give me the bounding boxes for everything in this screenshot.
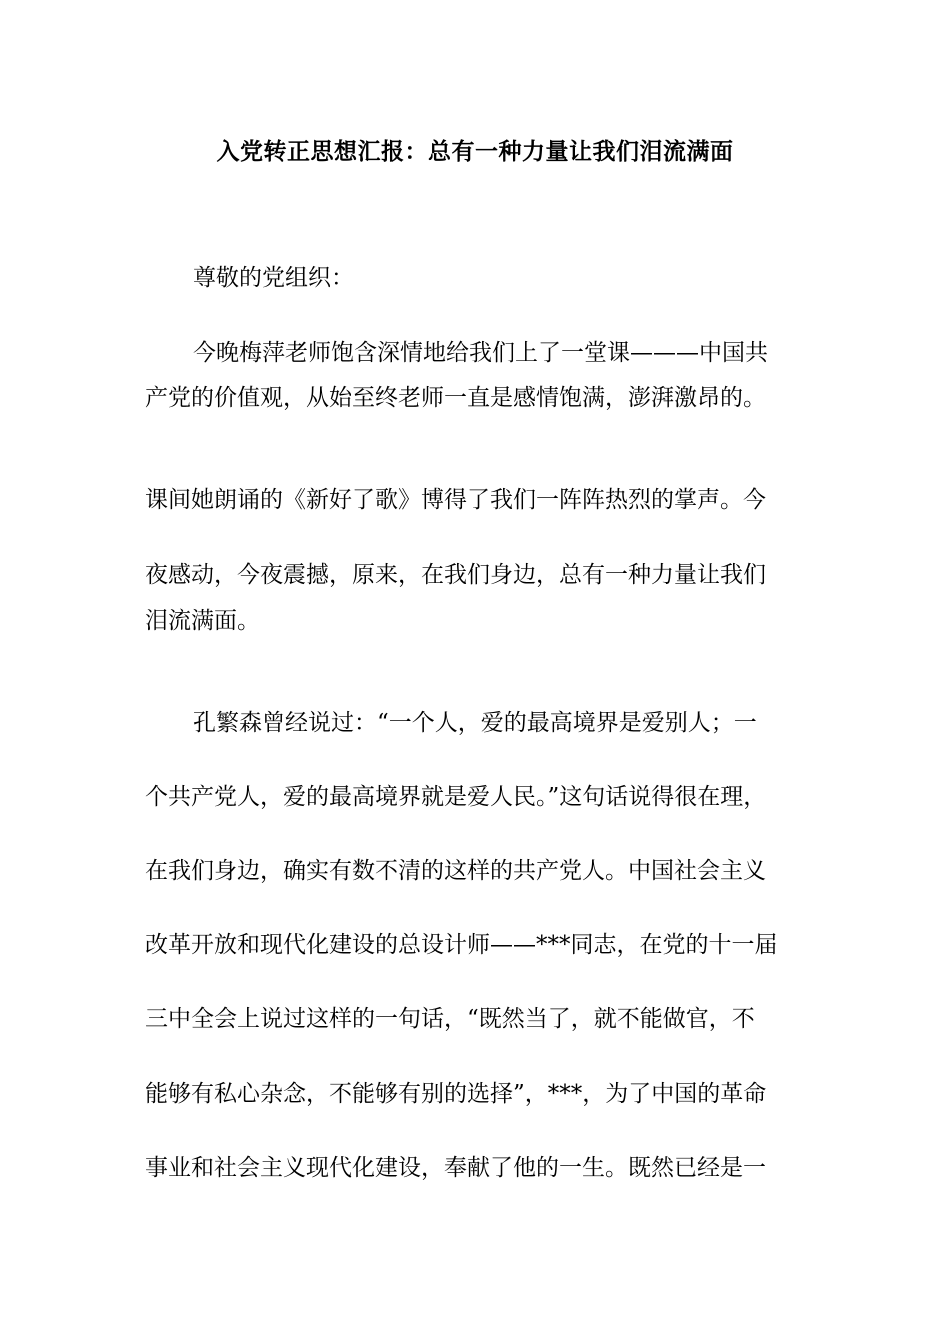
paragraph-line: 在我们身边，确实有数不清的这样的共产党人。中国社会主义: [145, 858, 766, 884]
paragraph-line: 事业和社会主义现代化建设，奉献了他的一生。既然已经是一: [145, 1155, 766, 1181]
paragraph-line: 孔繁森曾经说过：“一个人，爱的最高境界是爱别人；一: [193, 710, 757, 736]
paragraph-line: 产党的价值观，从始至终老师一直是感情饱满，澎湃激昂的。: [145, 385, 766, 411]
paragraph-line: 泪流满面。: [145, 608, 260, 634]
paragraph-line: 夜感动，今夜震撼，原来，在我们身边，总有一种力量让我们: [145, 562, 766, 588]
paragraph-line: 今晚梅萍老师饱含深情地给我们上了一堂课———中国共: [193, 340, 768, 366]
paragraph-line: 能够有私心杂念，不能够有别的选择”，***，为了中国的革命: [145, 1081, 767, 1107]
salutation-line: 尊敬的党组织：: [193, 265, 354, 291]
paragraph-line: 改革开放和现代化建设的总设计师——***同志，在党的十一届: [145, 932, 778, 958]
paragraph-line: 三中全会上说过这样的一句话，“既然当了，就不能做官，不: [145, 1006, 755, 1032]
paragraph-line: 个共产党人，爱的最高境界就是爱人民。”这句话说得很在理，: [145, 784, 767, 810]
paragraph-line: 课间她朗诵的《新好了歌》博得了我们一阵阵热烈的掌声。今: [145, 487, 766, 513]
document-title: 入党转正思想汇报：总有一种力量让我们泪流满面: [216, 139, 734, 165]
